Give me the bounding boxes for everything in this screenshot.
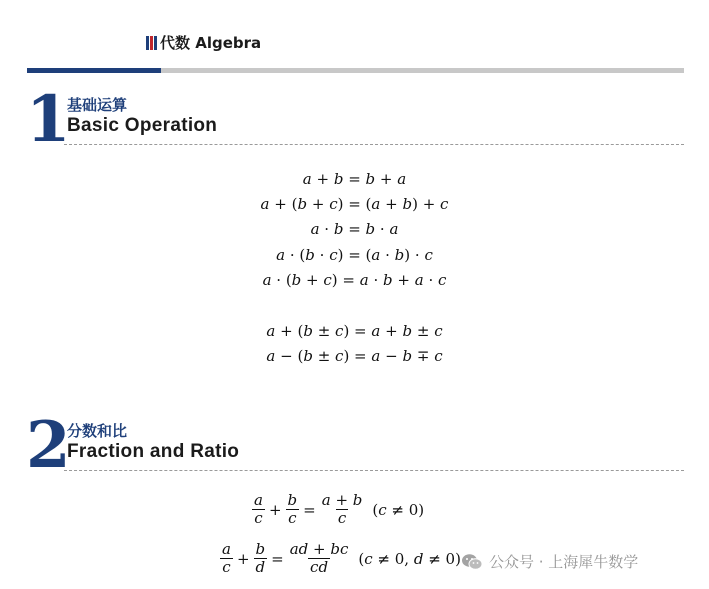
watermark (461, 551, 638, 572)
header-title: 代数 Algebra (160, 34, 262, 52)
formula-distributive: a · (b + c) = a · b + a · c (262, 271, 447, 289)
section-divider (64, 470, 684, 471)
formula-associative-add: a + (b + c) = (a + b) + c (260, 195, 449, 213)
fraction: $\frac{a + b}{c}$ (321, 491, 363, 527)
watermark-text: 公众号 · 上海犀牛数学 (489, 553, 639, 571)
section-title-en: Fraction and Ratio (67, 441, 240, 462)
formula-add-bracket: a + (b ± c) = a + b ± c (266, 322, 443, 340)
formula-commutative-add: a + b = b + a (302, 170, 407, 188)
section-number: 1 (26, 82, 71, 157)
header-flag-mark (146, 36, 157, 50)
section-title-en: Basic Operation (67, 115, 218, 136)
formula-fraction-same-denominator: $\frac{a}{c}$ + $\frac{b}{c}$ = $\frac{a + b}{c}$ (c ≠ 0) (254, 491, 425, 527)
section-title-cn: 分数和比 (67, 422, 128, 440)
section-divider (64, 144, 684, 145)
fraction: $\frac{a}{c}$ (254, 491, 263, 527)
fraction: $\frac{ad + bc}{cd}$ (289, 540, 349, 576)
section-number: 2 (26, 408, 71, 483)
formula-commutative-mul: a · b = b · a (310, 220, 399, 238)
header-rule-accent (27, 68, 161, 73)
formula-fraction-different-denominator: $\frac{a}{c}$ + $\frac{b}{d}$ = $\frac{ad + bc}{cd}$ (c ≠ 0, d ≠ 0) (222, 540, 461, 576)
fraction: $\frac{b}{c}$ (287, 491, 298, 527)
fraction: $\frac{a}{c}$ (222, 540, 231, 576)
header-rule (161, 68, 684, 73)
wechat-icon (461, 553, 483, 571)
formula-associative-mul: a · (b · c) = (a · b) · c (276, 246, 433, 264)
fraction: $\frac{b}{d}$ (255, 540, 266, 576)
section-title-cn: 基础运算 (67, 96, 128, 114)
formula-sub-bracket: a − (b ± c) = a − b ∓ c (266, 347, 443, 365)
